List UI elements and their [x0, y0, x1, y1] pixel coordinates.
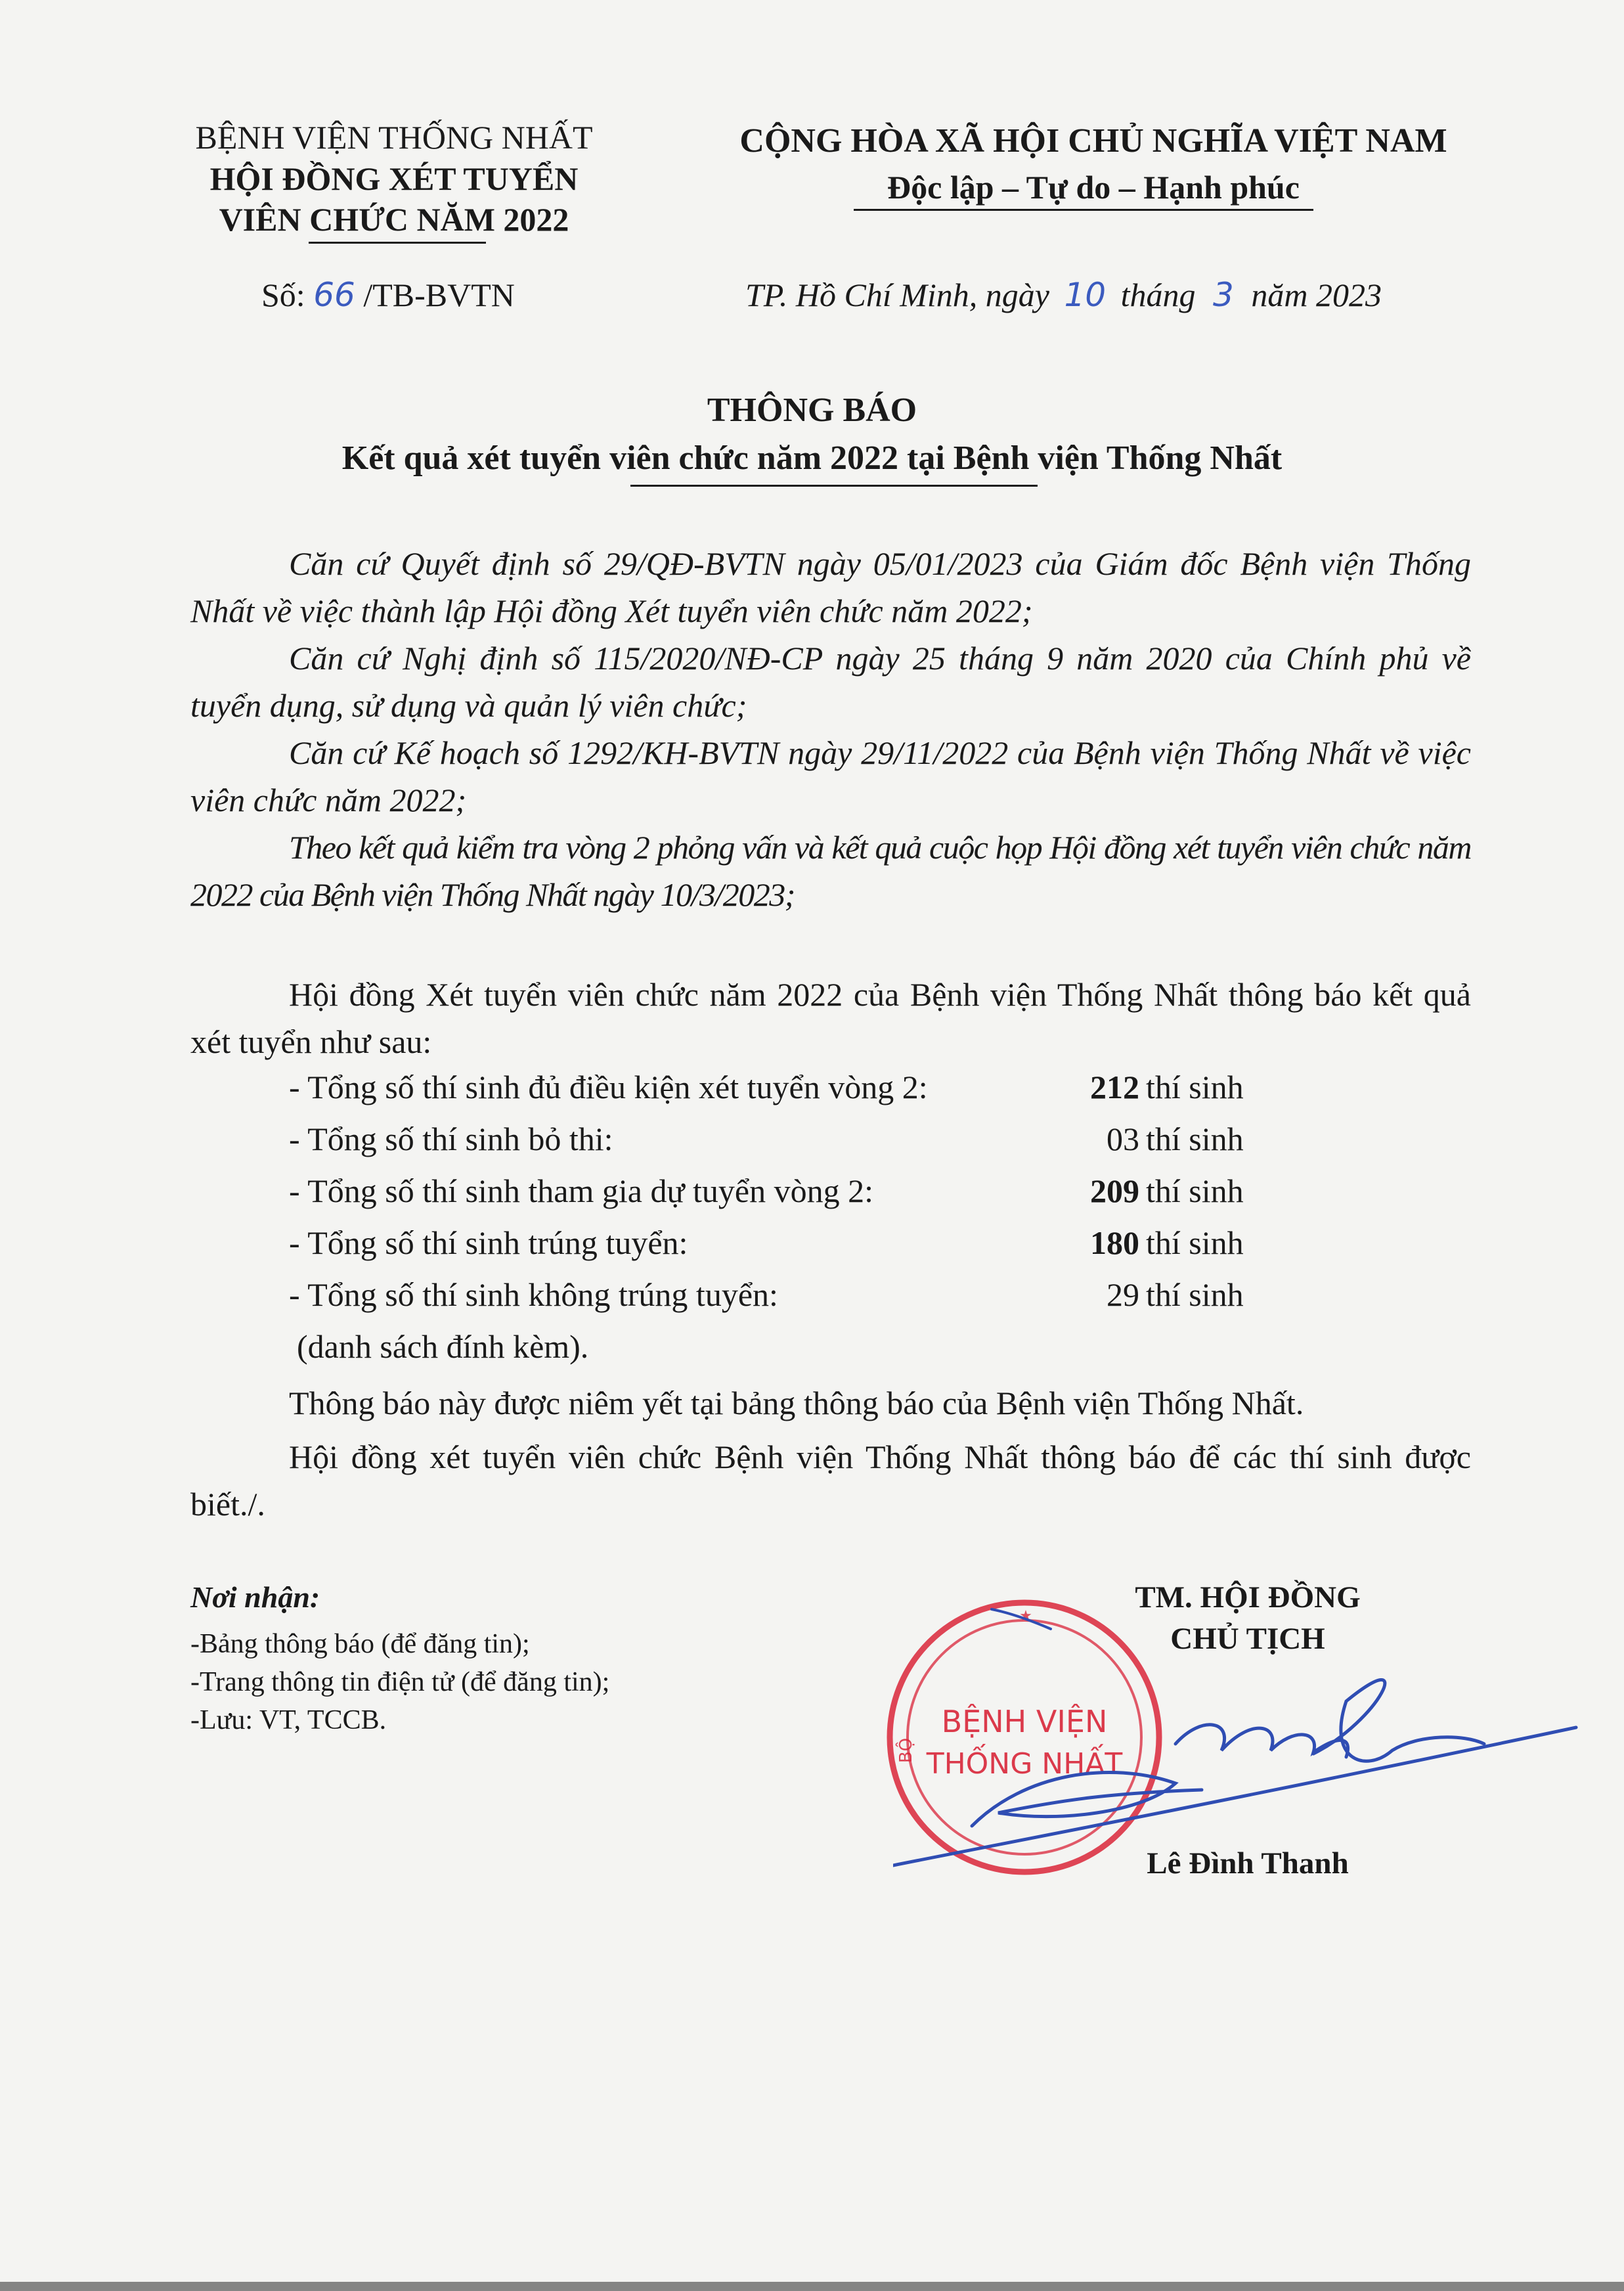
- date-year: năm 2023: [1251, 277, 1382, 313]
- org-name: BỆNH VIỆN THỐNG NHẤT: [195, 119, 593, 156]
- date-month-label: tháng: [1120, 277, 1196, 313]
- issue-date: [745, 275, 1382, 316]
- stat-unit: thí sinh: [1146, 1172, 1244, 1209]
- header-left: [151, 117, 637, 240]
- stat-label: - Tổng số thí sinh không trúng tuyển:: [289, 1276, 778, 1313]
- recipient-item: -Lưu: VT, TCCB.: [190, 1705, 387, 1735]
- stamp-text-line2: THỐNG NHẤT: [926, 1747, 1123, 1781]
- stamp-side-text: BỘ: [896, 1737, 916, 1764]
- stat-label: - Tổng số thí sinh trúng tuyển:: [289, 1224, 688, 1261]
- basis-1: Căn cứ Quyết định số 29/QĐ-BVTN ngày 05/01/2023 của Giám đốc Bệnh viện Thống Nhất về việc thành lập Hội đồng Xét tuyển viên chức năm 2022;: [190, 545, 1471, 629]
- notice-title: THÔNG BÁO: [707, 391, 917, 429]
- handwritten-signature-icon: [893, 1603, 1589, 1879]
- attached-note: (danh sách đính kèm).: [297, 1328, 589, 1365]
- stat-value: 29: [1107, 1276, 1139, 1313]
- recipient-item: -Bảng thông báo (để đăng tin);: [190, 1629, 530, 1659]
- date-day: 10: [1064, 276, 1107, 314]
- signer-role: CHỦ TỊCH: [1170, 1622, 1325, 1656]
- stat-unit: thí sinh: [1146, 1276, 1244, 1313]
- stat-label: - Tổng số thí sinh bỏ thi:: [289, 1121, 613, 1157]
- recipients-heading: Nơi nhận:: [190, 1580, 320, 1614]
- stat-value: 212: [1090, 1069, 1139, 1105]
- stat-unit: thí sinh: [1146, 1224, 1244, 1261]
- closing-paragraph: Hội đồng xét tuyển viên chức Bệnh viện Thống Nhất thông báo để các thí sinh được biết./.: [190, 1438, 1471, 1523]
- stat-row: [289, 1068, 1274, 1115]
- header-left-rule: [309, 242, 486, 244]
- stat-value: 209: [1090, 1172, 1139, 1209]
- stamp-text-line1: BỆNH VIỆN: [941, 1704, 1108, 1739]
- subtitle-rule: [630, 485, 1038, 487]
- stat-value: 03: [1107, 1121, 1139, 1157]
- posted-note: Thông báo này được niêm yết tại bảng thông báo của Bệnh viện Thống Nhất.: [289, 1385, 1304, 1421]
- stat-row: [289, 1276, 1274, 1323]
- number-handwritten: 66: [313, 276, 355, 314]
- motto: Độc lập – Tự do – Hạnh phúc: [887, 169, 1300, 206]
- scan-edge-bar: [0, 2282, 1624, 2291]
- basis-4: Theo kết quả kiểm tra vòng 2 phỏng vấn và kết quả cuộc họp Hội đồng xét tuyển viên chức năm 2022 của Bệnh viện Thống Nhất ngày 10/3/2023;: [190, 829, 1471, 913]
- recipients-list: [190, 1625, 781, 1739]
- stat-unit: thí sinh: [1146, 1121, 1244, 1157]
- document-number: [261, 275, 515, 316]
- notice-subtitle: Kết quả xét tuyển viên chức năm 2022 tại Bệnh viện Thống Nhất: [341, 439, 1283, 477]
- stat-value: 180: [1090, 1224, 1139, 1261]
- recipient-item: -Trang thông tin điện tử (để đăng tin);: [190, 1667, 610, 1697]
- country-name: CỘNG HÒA XÃ HỘI CHỦ NGHĨA VIỆT NAM: [739, 122, 1447, 160]
- intro-paragraph: Hội đồng Xét tuyển viên chức năm 2022 của Bệnh viện Thống Nhất thông báo kết quả xét tuyển như sau:: [190, 976, 1471, 1060]
- basis-3: Căn cứ Kế hoạch số 1292/KH-BVTN ngày 29/11/2022 của Bệnh viện Thống Nhất về việc viên chức năm 2022;: [190, 734, 1471, 818]
- motto-rule: [854, 209, 1313, 211]
- stat-row: [289, 1172, 1274, 1219]
- stat-unit: thí sinh: [1146, 1069, 1244, 1105]
- council-line-1: HỘI ĐỒNG XÉT TUYỂN: [209, 160, 579, 197]
- number-prefix: Số:: [261, 277, 305, 313]
- basis-2: Căn cứ Nghị định số 115/2020/NĐ-CP ngày 25 tháng 9 năm 2020 của Chính phủ về tuyển dụng, sử dụng và quản lý viên chức;: [190, 640, 1471, 724]
- date-prefix: TP. Hồ Chí Minh, ngày: [745, 277, 1049, 313]
- stat-row: [289, 1120, 1274, 1167]
- stat-label: - Tổng số thí sinh tham gia dự tuyển vòng 2:: [289, 1172, 874, 1209]
- council-line-2: VIÊN CHỨC NĂM 2022: [219, 201, 569, 238]
- stamp-star-icon: ★: [1019, 1608, 1032, 1624]
- number-suffix: /TB-BVTN: [363, 277, 515, 313]
- stat-label: - Tổng số thí sinh đủ điều kiện xét tuyển vòng 2:: [289, 1069, 928, 1105]
- on-behalf-title: TM. HỘI ĐỒNG: [1135, 1580, 1361, 1614]
- stat-row: [289, 1224, 1274, 1271]
- date-month: 3: [1213, 276, 1234, 314]
- signer-name: Lê Đình Thanh: [1147, 1846, 1349, 1880]
